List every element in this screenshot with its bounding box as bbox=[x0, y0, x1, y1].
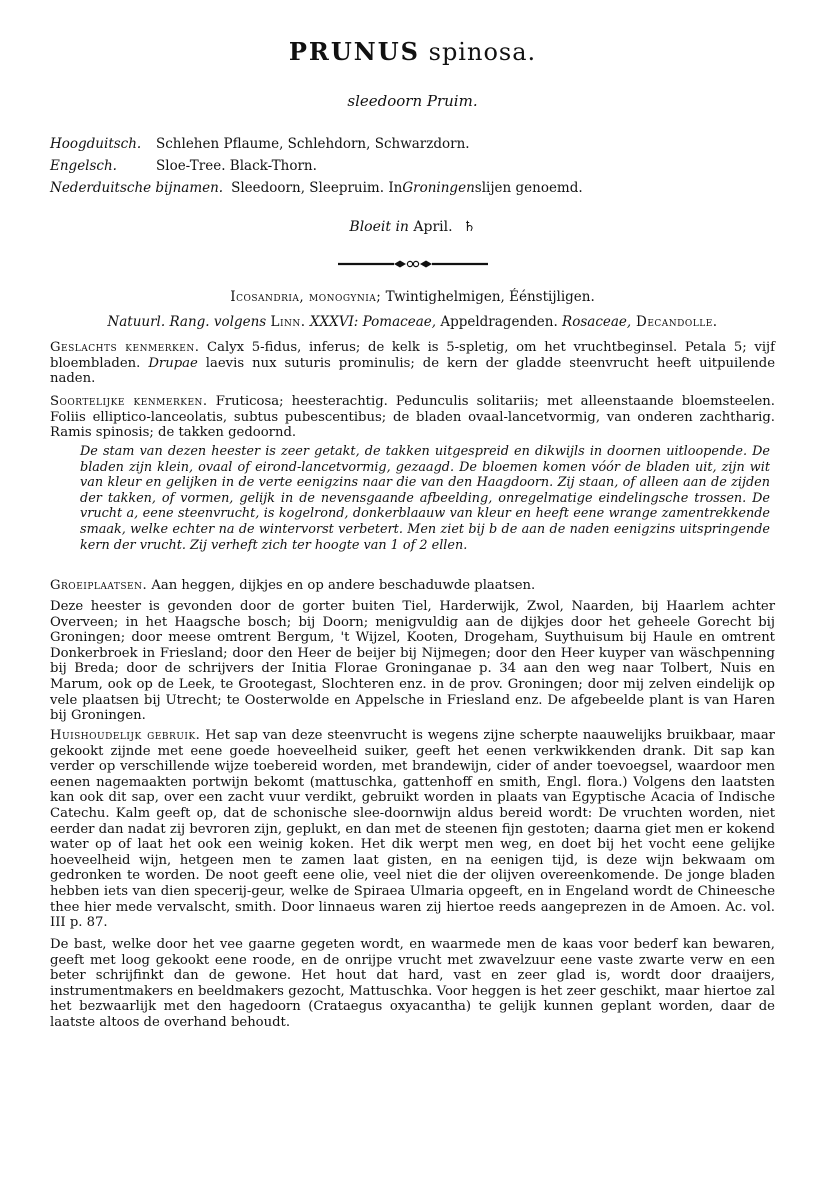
flowering-month: April. bbox=[413, 219, 453, 235]
page-title bbox=[0, 38, 825, 67]
specific-characters bbox=[50, 394, 775, 441]
linnaean-class bbox=[0, 289, 825, 305]
order-latin: Pomaceae, bbox=[362, 314, 437, 330]
genus-name: PRUNUS bbox=[288, 37, 420, 66]
section-heading: Groeiplaatsen. bbox=[50, 578, 148, 593]
section-heading: Geslachts kenmerken. bbox=[50, 340, 200, 355]
dutch-common-name: sleedoorn Pruim. bbox=[347, 92, 478, 110]
section-text: laevis nux suturis prominulis; de kern der gladde steenvrucht heeft uitpuilende naden. bbox=[50, 355, 776, 387]
bark-wood-uses: De bast, welke door het vee gaarne gegeten wordt, en waarmede men de kaas voor bederf kan bewaren, geeft met loog gekookt eene roode, en de onrijpe vrucht met zwavelzuur eene vaste zwarte verw en een beter schrijfinkt dan de gewone. Het hout dat hard, vast en zeer glad is, wordt door draaijers, instrumentmakers en beeldmakers gezocht, Mattuschka. Voor heggen is het zeer geschikt, maar hiertoe zal het bezwaarlijk met den hagedoorn (Crataegus oxyacantha) te gelijk kunnen geplant worden, daar de laatste altoos de overhand behoudt. bbox=[50, 937, 775, 1030]
name-value-pre: Sleedoorn, Sleepruim. In bbox=[231, 180, 403, 196]
name-value: Schlehen Pflaume, Schlehdorn, Schwarzdorn. bbox=[156, 136, 470, 152]
class-dutch: Twintighelmigen, Éénstijligen. bbox=[381, 289, 595, 305]
name-value-place: Groningen bbox=[402, 180, 475, 196]
generic-characters bbox=[50, 340, 775, 387]
household-use bbox=[50, 728, 775, 931]
section-term: Drupae bbox=[148, 355, 198, 371]
author-linnaeus: Linn. bbox=[270, 314, 306, 330]
section-heading: Huishoudelijk gebruik. bbox=[50, 728, 201, 743]
habitat bbox=[50, 578, 775, 594]
name-row-german bbox=[50, 136, 775, 158]
name-value-post: slijen genoemd. bbox=[474, 180, 583, 196]
section-text: Aan heggen, dijkjes en op andere beschaduwde plaatsen. bbox=[147, 578, 536, 593]
flowering-time bbox=[0, 219, 825, 236]
name-label: Hoogduitsch. bbox=[50, 136, 142, 152]
name-row-dutch bbox=[50, 180, 775, 202]
section-text: Fruticosa; heesterachtig. Pedunculis solitariis; met alleenstaande bloemsteelen. Foliis elliptico-lanceolatis, subtus pubescentibus; de bladen ovaal-lancetvormig, van onderen zachtharig. Ramis spinosis; de takken gedoornd. bbox=[50, 394, 775, 441]
divider-ornament-icon bbox=[338, 259, 488, 269]
order-dutch: Appeldragenden. bbox=[436, 314, 563, 330]
class-latin: Icosandria, monogynia; bbox=[230, 289, 382, 305]
section-heading: Soortelijke kenmerken. bbox=[50, 394, 208, 409]
ornamental-divider bbox=[0, 259, 825, 269]
order-label: Natuurl. Rang. volgens bbox=[107, 314, 271, 330]
author-decandolle: Decandolle. bbox=[631, 314, 718, 330]
vernacular-names bbox=[50, 136, 775, 202]
name-label: Nederduitsche bijnamen. bbox=[50, 180, 224, 196]
shrub-symbol-icon: ♄ bbox=[463, 219, 476, 235]
name-label: Engelsch. bbox=[50, 158, 117, 174]
flowering-label: Bloeit in bbox=[349, 219, 409, 235]
order-number: XXXVI: bbox=[305, 314, 363, 330]
plant-description: De stam van dezen heester is zeer getakt, de takken uitgespreid en dikwijls in doornen uitloopende. De bladen zijn klein, ovaal of eirond-lancetvormig, gezaagd. De bloemen komen vóór de bladen uit, zijn wit van kleur en gelijken in de verte eenigzins naar die van den Haagdoorn. Zij staan, of alleen aan de zijden der takken, of vormen, gelijk in de nevensgaande afbeelding, onregelmatige eindelingsche trossen. De vrucht a, eene steenvrucht, is kogelrond, donkerblaauw van kleur en heeft eene wrange zamentrekkende smaak, welke echter na de wintervorst verbetert. Men ziet bij b de aan de naden eenigzins uitspringende kern der vrucht. Zij verheft zich ter hoogte van 1 of 2 ellen. bbox=[80, 444, 770, 553]
name-value: Sloe-Tree. Black-Thorn. bbox=[156, 158, 317, 174]
section-text: Het sap van deze steenvrucht is wegens zijne scherpte naauwelijks bruikbaar, maar gekookt zijnde met eene goede hoeveelheid suiker, geeft het eenen verkwikkenden drank. Dit sap kan verder op verschillende wijze toebereid worden, met brandewijn, cider of ander toevoegsel, waardoor men eenen nagemaakten portwijn bekomt (mattuschka, gattenhoff en smith, Engl. flora.) Volgens den laatsten kan ook dit sap, over een zacht vuur verdikt, gebruikt worden in plaats van Egyptische Acacia of Indische Catechu. Kalm geeft op, dat de schonische slee-doornwijn aldus bereid wordt: De vruchten worden, niet eerder dan nadat zij bevroren zijn, geplukt, en dan met de steenen fijn gestoten; daarna giet men er kokend water op of laat het ook een weinig koken. Het dik werpt men weg, en doet bij het vocht eene gelijke hoeveelheid wijn, hetgeen men te zamen laat gisten, en na eenigen tijd, is deze wijn bekwaam om gedronken te worden. De noot geeft eene olie, veel niet die der olijven overeenkomende. De jonge bladen hebben iets van dien specerij-geur, welke de Spiraea Ulmaria opgeeft, en in Engeland wordt de Chineesche thee hier mede vervalscht, smith. Door linnaeus waren zij hiertoe reeds aangeprezen in de Amoen. Ac. vol. III p. 87. bbox=[50, 728, 775, 931]
name-row-english bbox=[50, 158, 775, 180]
localities: Deze heester is gevonden door de gorter buiten Tiel, Harderwijk, Zwol, Naarden, bij Haarlem achter Overveen; in het Haagsche bosch; bij Doorn; menigvuldig aan de dijkjes door het geheele Gorecht bij Groningen; door meese omtrent Bergum, 't Wijzel, Kooten, Drogeham, Suythuisum bij Haule en omtrent Donkerbroek in Friesland; door den Heer de beijer bij Nijmegen; door den Heer kuyper van wäschpenning bij Breda; door de schrijvers der Initia Florae Groninganae p. 34 aan den weg naar Tolbert, Nuis en Marum, ook op de Leek, te Grootegast, Slochteren enz. in de prov. Groningen; door mij zelven eindelijk op vele plaatsen bij Utrecht; te Oosterwolde en Appelsche in Friesland enz. De afgebeelde plant is van Haren bij Groningen. bbox=[50, 599, 775, 724]
species-name: spinosa. bbox=[428, 38, 537, 66]
section-text: Calyx 5-fidus, inferus; de kelk is 5-spletig, om het vruchtbeginsel. Petala 5; vijf bloembladen. bbox=[50, 340, 776, 371]
natural-order bbox=[0, 314, 825, 330]
family-latin: Rosaceae, bbox=[562, 314, 632, 330]
